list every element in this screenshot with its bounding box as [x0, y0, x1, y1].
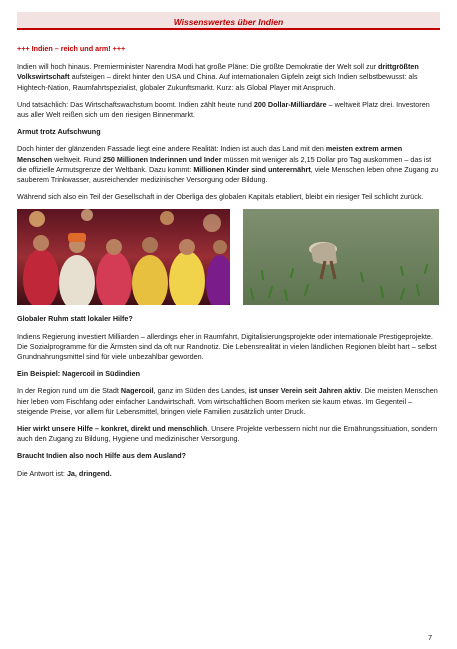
text-run: In der Region rund um die Stadt: [17, 386, 121, 396]
text-run: . Die meisten Menschen hier leben vom Fischfang oder einfacher Landwirtschaft. Vom wirtschaftlichen Boom merken sie kaum etwas. Im Gegenteil – steigende Preise, vor allem für Lebensmittel, bringen viele Familien zusätzlich unter Druck.: [17, 386, 438, 416]
paragraph-divide: Während sich also ein Teil der Gesellschaft in der Oberliga des globalen Kapitals etabliert, bleibt ein riesiger Teil schlicht zurück.: [17, 192, 424, 202]
photo-row: [17, 209, 439, 305]
article-kicker: +++ Indien – reich und arm! +++: [17, 44, 126, 53]
text-run: . Unsere Projekte verbessern nicht nur die Ernährungssituation, sondern auch den Zugang zu Bildung, Hygiene und medizinischer Versorgung.: [17, 424, 438, 444]
wedding-photo: [17, 209, 230, 305]
text-run: weltweit. Rund: [52, 154, 103, 164]
paragraph-nagercoil: [17, 386, 439, 417]
header-divider: [17, 28, 440, 30]
paragraph-answer: [17, 469, 439, 479]
paragraph-help: [17, 424, 439, 444]
paragraph-poverty: [17, 144, 439, 185]
paragraph-government: Indiens Regierung investiert Milliarden – allerdings eher in Raumfahrt, Digitalisierungsprojekte oder internationale Prestigeprojekte. Die Sozialprogramme für die Ärmsten sind da oft nur Randnotiz. Die Lebensrealität in vielen ländlichen Regionen bleibt hart – selbst Grundnahrungsmittel sind für viele unbezahlbar geworden.: [17, 331, 437, 362]
text-run: Und tatsächlich: Das Wirtschaftswachstum boomt. Indien zählt heute rund: [17, 99, 254, 109]
text-run: Indien will hoch hinaus. Premierminister Narendra Modi hat große Pläne: Die größte Demokratie der Welt soll zur: [17, 62, 378, 72]
text-run: – weltweit Platz drei. Investoren aus aller Welt reißen sich um den riesigen Binnenmarkt.: [17, 99, 430, 120]
text-run: müssen mit weniger als 2,15 Dollar pro Tag auskommen – das ist die offizielle Armutsgrenze der Weltbank. Dazu kommt:: [17, 154, 432, 174]
bold-run: 250 Millionen Inderinnen und Inder: [102, 154, 222, 164]
subheading-question: Braucht Indien also noch Hilfe aus dem Ausland?: [17, 451, 187, 461]
bold-run: Nagercoil: [120, 386, 154, 396]
paragraph-intro: [17, 62, 439, 93]
subheading-poverty: Armut trotz Aufschwung: [17, 127, 101, 137]
bold-run: meisten extrem armen Menschen: [17, 144, 403, 164]
text-run: , viele Menschen leben ohne Zugang zu sauberem Trinkwasser, ausreichender medizinischer Versorgung oder Bildung.: [17, 164, 439, 185]
bold-run: drittgrößten Volkswirtschaft: [17, 62, 419, 82]
bold-run: Hier wirkt unsere Hilfe – konkret, direkt und menschlich: [17, 424, 208, 434]
text-run: aufsteigen – direkt hinter den USA und China. Auf internationalen Gipfeln zeigt sich Indien selbstbewusst: als Hightech-Nation, Raumfahrtspezialist, globaler Zukunftsmarkt. Kurz: als Global Player mit Anspruch.: [17, 72, 418, 92]
bold-run: Ja, dringend.: [66, 468, 112, 478]
text-run: Die Antwort ist:: [17, 468, 67, 478]
text-run: , ganz im Süden des Landes,: [153, 386, 249, 396]
bold-run: Millionen Kinder sind unterernährt: [193, 164, 311, 174]
subheading-fame: Globaler Ruhm statt lokaler Hilfe?: [17, 314, 133, 324]
bold-run: 200 Dollar-Milliardäre: [253, 99, 327, 109]
header-title: Wissenswertes über Indien: [173, 17, 284, 27]
page-number: 7: [428, 633, 433, 642]
article-body: [17, 44, 439, 486]
paragraph-growth: [17, 100, 439, 120]
header-band: [17, 12, 440, 28]
text-run: Doch hinter der glänzenden Fassade liegt eine andere Realität: Indien ist auch das Land mit den: [17, 144, 326, 154]
bold-run: ist unser Verein seit Jahren aktiv: [248, 386, 361, 396]
subheading-nagercoil: Ein Beispiel: Nagercoil in Südindien: [17, 369, 141, 379]
rice-field-photo: [243, 209, 439, 305]
